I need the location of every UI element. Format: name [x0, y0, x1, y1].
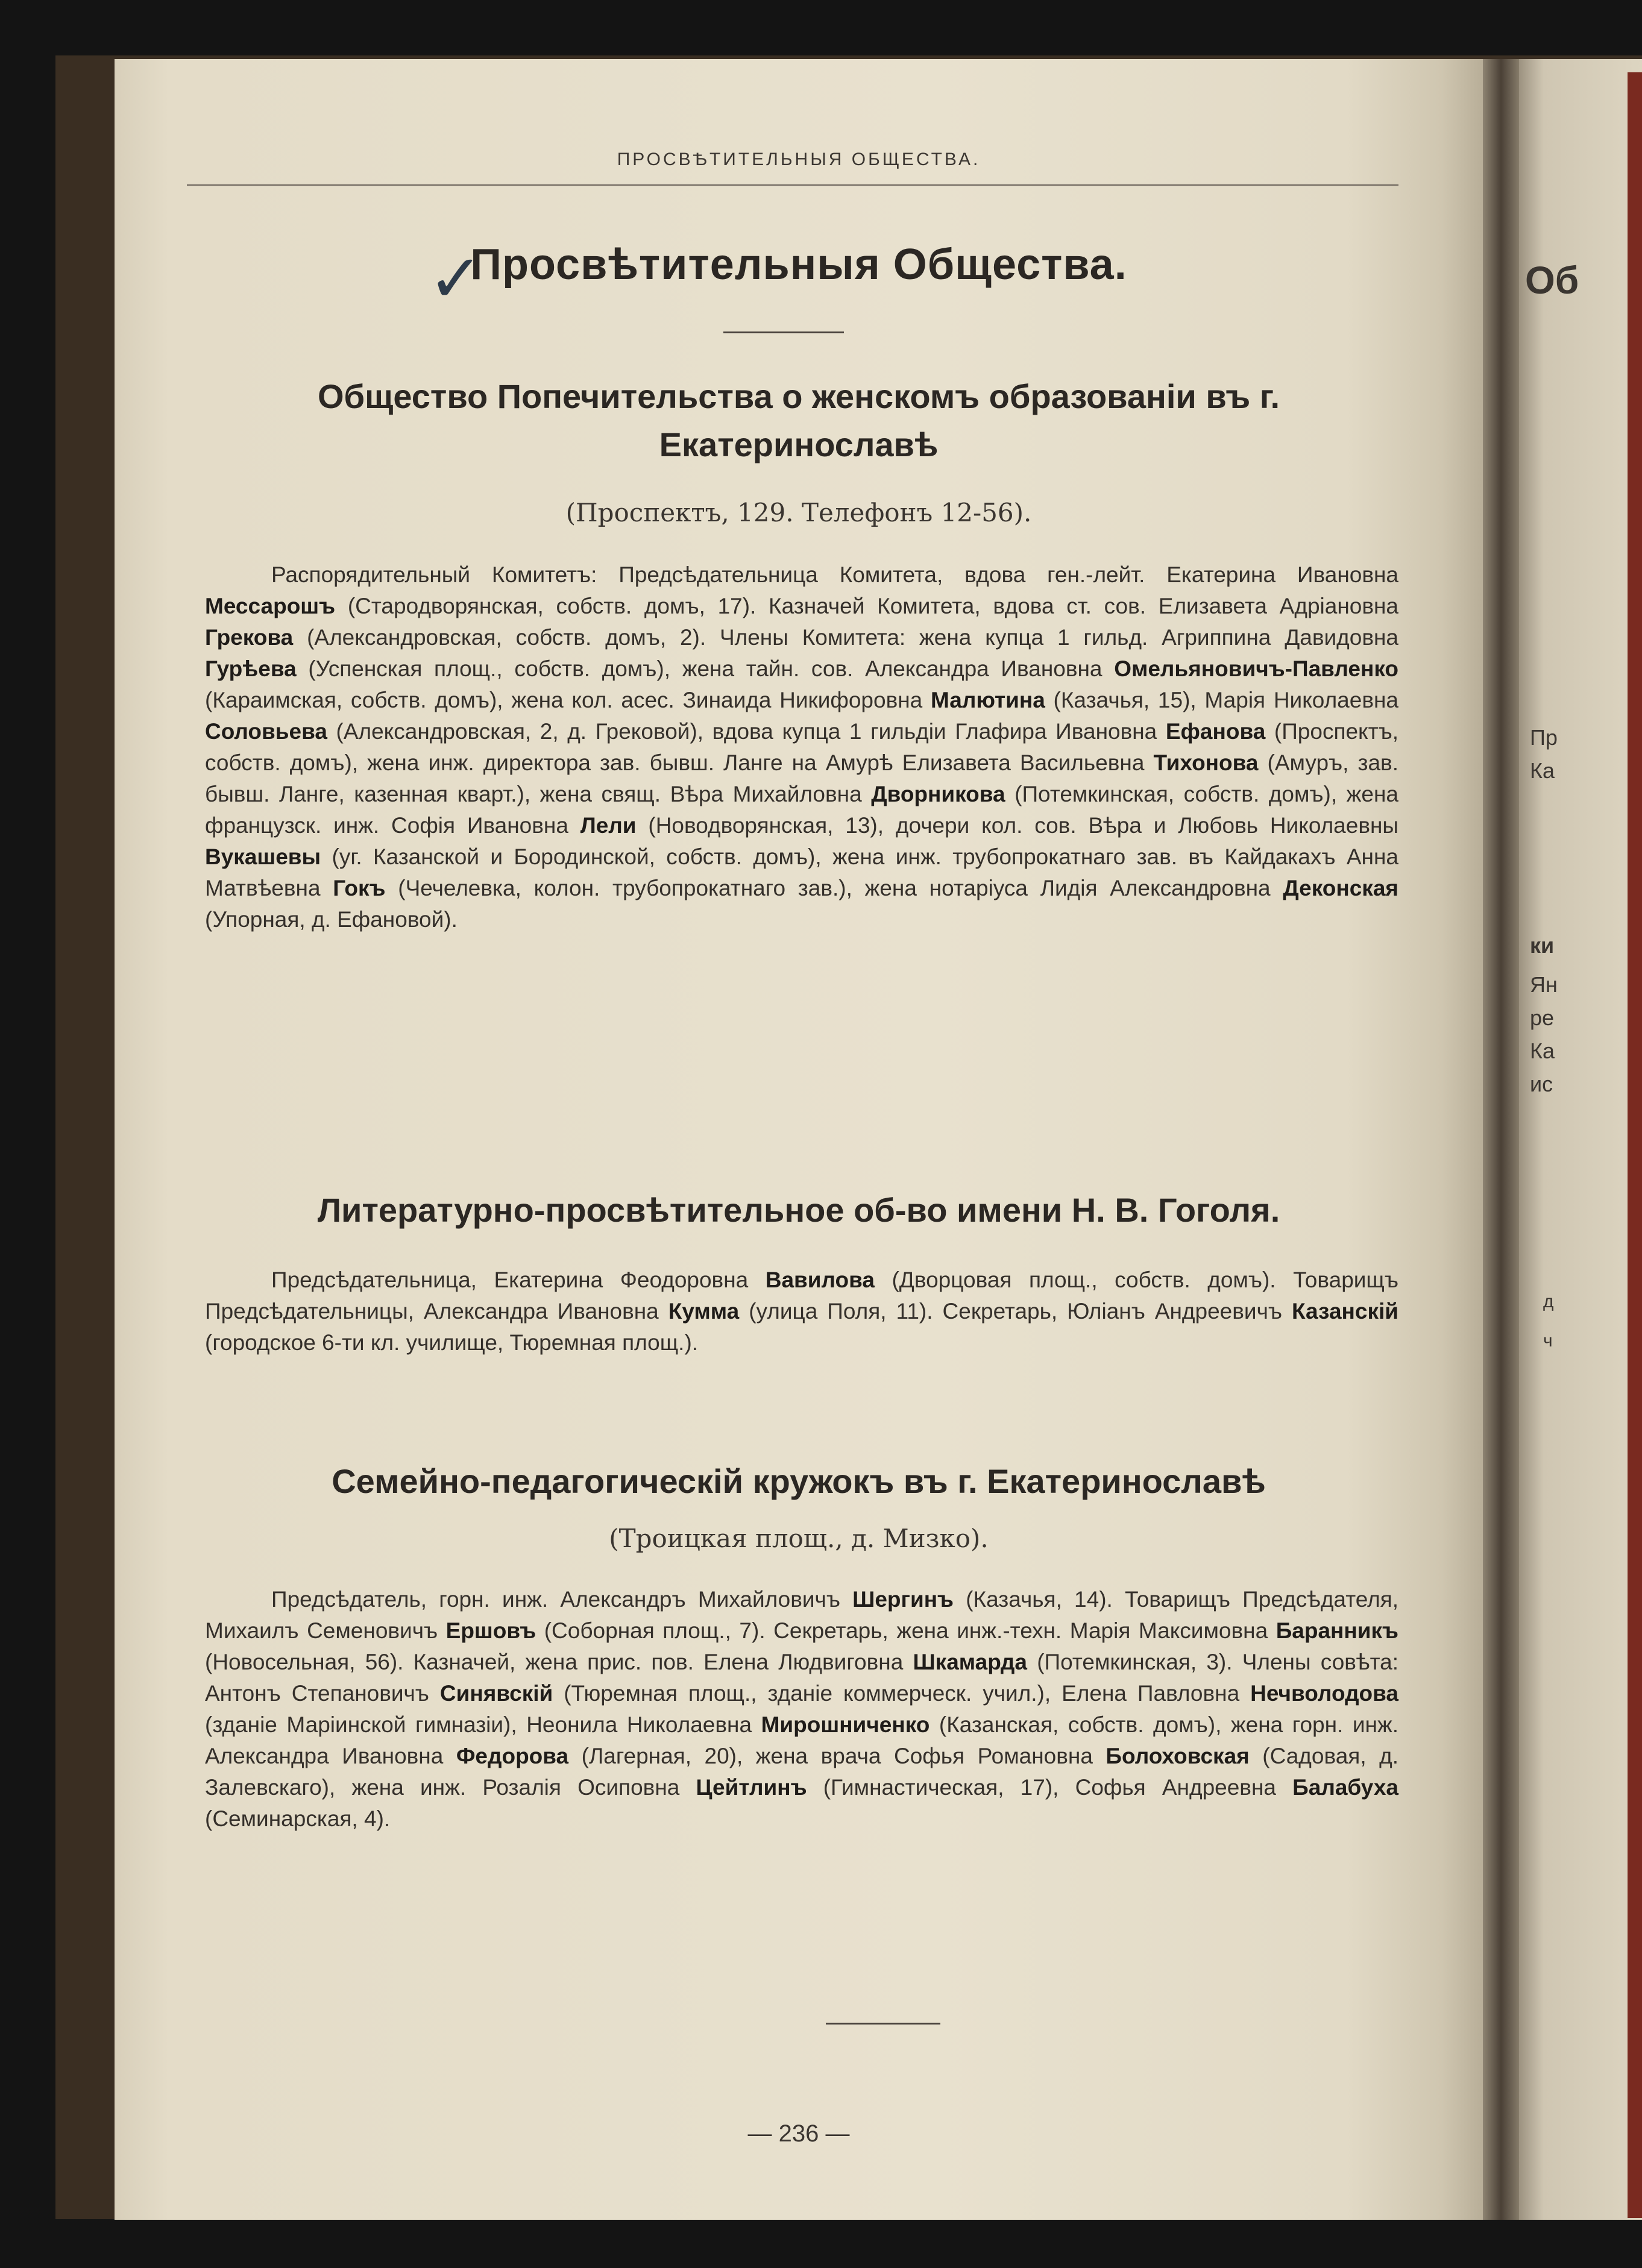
text-run: (Александровская, собств. домъ, 2). Члены Комитета: жена купца 1 гильд. Агриппина Давидовна [293, 625, 1398, 650]
facing-page-fragment: д [1543, 1292, 1554, 1311]
section-body [205, 559, 1398, 935]
book-edge [1628, 72, 1642, 2218]
text-run: Распорядительный Комитетъ: Предсѣдательница Комитета, вдова ген.-лейт. Екатерина Ивановна [271, 562, 1398, 587]
facing-page-fragment: Ян [1530, 972, 1558, 997]
person-name: Цейтлинъ [696, 1775, 807, 1800]
text-run: (Гимнастическая, 17), Софья Андреевна [807, 1775, 1293, 1800]
text-run: (улица Поля, 11). Секретарь, Юліанъ Андреевичъ [739, 1299, 1292, 1324]
text-run: (Потемкинская, собств. домъ), жена французск. инж. Софія Ивановна [205, 782, 1398, 838]
header-rule [187, 184, 1398, 186]
running-head: ПРОСВѢТИТЕЛЬНЫЯ ОБЩЕСТВА. [617, 149, 981, 169]
book-gutter [1483, 59, 1519, 2220]
person-name: Грекова [205, 625, 294, 650]
check-mark-icon: ✓ [428, 240, 484, 317]
text-run: (Дворцовая площ., собств. домъ). Товарищъ Предсѣдательницы, Александра Ивановна [205, 1268, 1399, 1324]
text-run: (Новосельная, 56). Казначей, жена прис. пов. Елена Людвиговна [205, 1650, 913, 1674]
person-name: Балабуха [1292, 1775, 1398, 1800]
person-name: Вукашевы [205, 844, 321, 869]
text-run: (Успенская площ., собств. домъ), жена тайн. сов. Александра Ивановна [296, 656, 1115, 681]
page-number: — 236 — [747, 2120, 850, 2147]
section-body [205, 1584, 1398, 1835]
person-name: Ершовъ [445, 1618, 536, 1643]
title-rule [723, 331, 844, 333]
text-run: (Александровская, 2, д. Грековой), вдова купца 1 гильдіи Глафира Ивановна [327, 719, 1166, 744]
person-name: Мессарошъ [205, 594, 336, 618]
text-run: (Караимская, собств. домъ), жена кол. асес. Зинаида Никифоровна [205, 688, 931, 712]
facing-page [1519, 59, 1642, 2220]
facing-page-fragment: ис [1530, 1072, 1553, 1096]
section-title: Общество Попечительства о женскомъ образованіи въ г. Екатеринославѣ [317, 377, 1280, 463]
person-name: Шкамарда [913, 1650, 1027, 1674]
text-run: (Казачья, 14). Товарищъ Предсѣдателя, Михаилъ Семеновичъ [205, 1587, 1398, 1643]
facing-page-fragment: ч [1543, 1331, 1553, 1351]
text-run: Предсѣдатель, горн. инж. Александръ Михайловичъ [271, 1587, 853, 1612]
person-name: Баранникъ [1276, 1618, 1398, 1643]
person-name: Нечволодова [1250, 1681, 1398, 1706]
text-run: (Соборная площ., 7). Секретарь, жена инж.-техн. Марія Максимовна [536, 1618, 1276, 1643]
person-name: Дворникова [871, 782, 1005, 806]
facing-page-fragment: Ка [1530, 1038, 1555, 1063]
person-name: Кумма [668, 1299, 740, 1324]
text-run: (Тюремная площ., зданіе коммерческ. учил.), Елена Павловна [553, 1681, 1251, 1706]
person-name: Вавилова [765, 1268, 875, 1292]
text-run: (Упорная, д. Ефановой). [205, 907, 458, 932]
text-run: Предсѣдательница, Екатерина Феодоровна [271, 1268, 766, 1292]
text-run: (Новодворянская, 13), дочери кол. сов. Вѣра и Любовь Николаевны [636, 813, 1399, 838]
person-name: Соловьева [205, 719, 327, 744]
text-run: (Садовая, д. Залевскаго), жена инж. Розалія Осиповна [205, 1744, 1398, 1800]
person-name: Казанскій [1291, 1299, 1398, 1324]
text-run: (Казанская, собств. домъ), жена горн. инж. Александра Ивановна [205, 1712, 1398, 1768]
text-run: (Чечелевка, колон. трубопрокатнаго зав.), жена нотаріуса Лидія Александровна [385, 876, 1283, 900]
person-name: Синявскій [439, 1681, 553, 1706]
document-page [115, 59, 1483, 2220]
person-name: Шергинъ [852, 1587, 954, 1612]
section-subtitle: (Троицкая площ., д. Мизко). [609, 1524, 989, 1553]
text-run: (Лагерная, 20), жена врача Софья Романовна [568, 1744, 1106, 1768]
person-name: Ефанова [1165, 719, 1266, 744]
facing-page-fragment: ки [1530, 933, 1555, 958]
facing-page-fragment: ре [1530, 1005, 1555, 1030]
text-run: (уг. Казанской и Бородинской, собств. домъ), жена инж. трубопрокатнаго зав. въ Кайдакахъ Анна Матвѣевна [205, 844, 1398, 900]
text-run: (городское 6-ти кл. училище, Тюремная площ.). [205, 1330, 699, 1355]
section-subtitle: (Проспектъ, 129. Телефонъ 12-56). [565, 498, 1032, 527]
person-name: Тихонова [1153, 750, 1259, 775]
person-name: Федорова [456, 1744, 569, 1768]
person-name: Гурѣева [205, 656, 297, 681]
person-name: Болоховская [1106, 1744, 1250, 1768]
text-run: (Казачья, 15), Марія Николаевна [1045, 688, 1398, 712]
person-name: Мирошниченко [761, 1712, 930, 1737]
text-run: (Амуръ, зав. бывш. Ланге, казенная кварт.), жена свящ. Вѣра Михайловна [205, 750, 1398, 806]
section-body [205, 1264, 1398, 1359]
text-run: (Стародворянская, собств. домъ, 17). Казначей Комитета, вдова ст. сов. Елизавета Адріановна [335, 594, 1398, 618]
person-name: Деконская [1283, 876, 1398, 900]
facing-page-fragment: Об [1525, 259, 1579, 302]
person-name: Омельяновичъ-Павленко [1114, 656, 1398, 681]
text-run: (Семинарская, 4). [205, 1806, 391, 1831]
page-title: Просвѣтительныя Общества. [470, 240, 1127, 289]
person-name: Малютина [930, 688, 1045, 712]
section-title: Семейно-педагогическій кружокъ въ г. Екатеринославѣ [332, 1462, 1266, 1500]
person-name: Лели [580, 813, 637, 838]
facing-page-fragment: Пр [1530, 725, 1558, 750]
text-run: (Потемкинская, 3). Члены совѣта: Антонъ Степановичъ [205, 1650, 1398, 1706]
text-run: (зданіе Маріинской гимназіи), Неонила Николаевна [205, 1712, 761, 1737]
facing-page-fragment: Ка [1530, 758, 1555, 783]
end-rule [826, 2023, 940, 2025]
section-title: Литературно-просвѣтительное об-во имени Н. В. Гоголя. [317, 1191, 1280, 1229]
person-name: Гокъ [333, 876, 386, 900]
text-run: (Проспектъ, собств. домъ), жена инж. директора зав. бывш. Ланге на Амурѣ Елизавета Васильевна [205, 719, 1399, 775]
